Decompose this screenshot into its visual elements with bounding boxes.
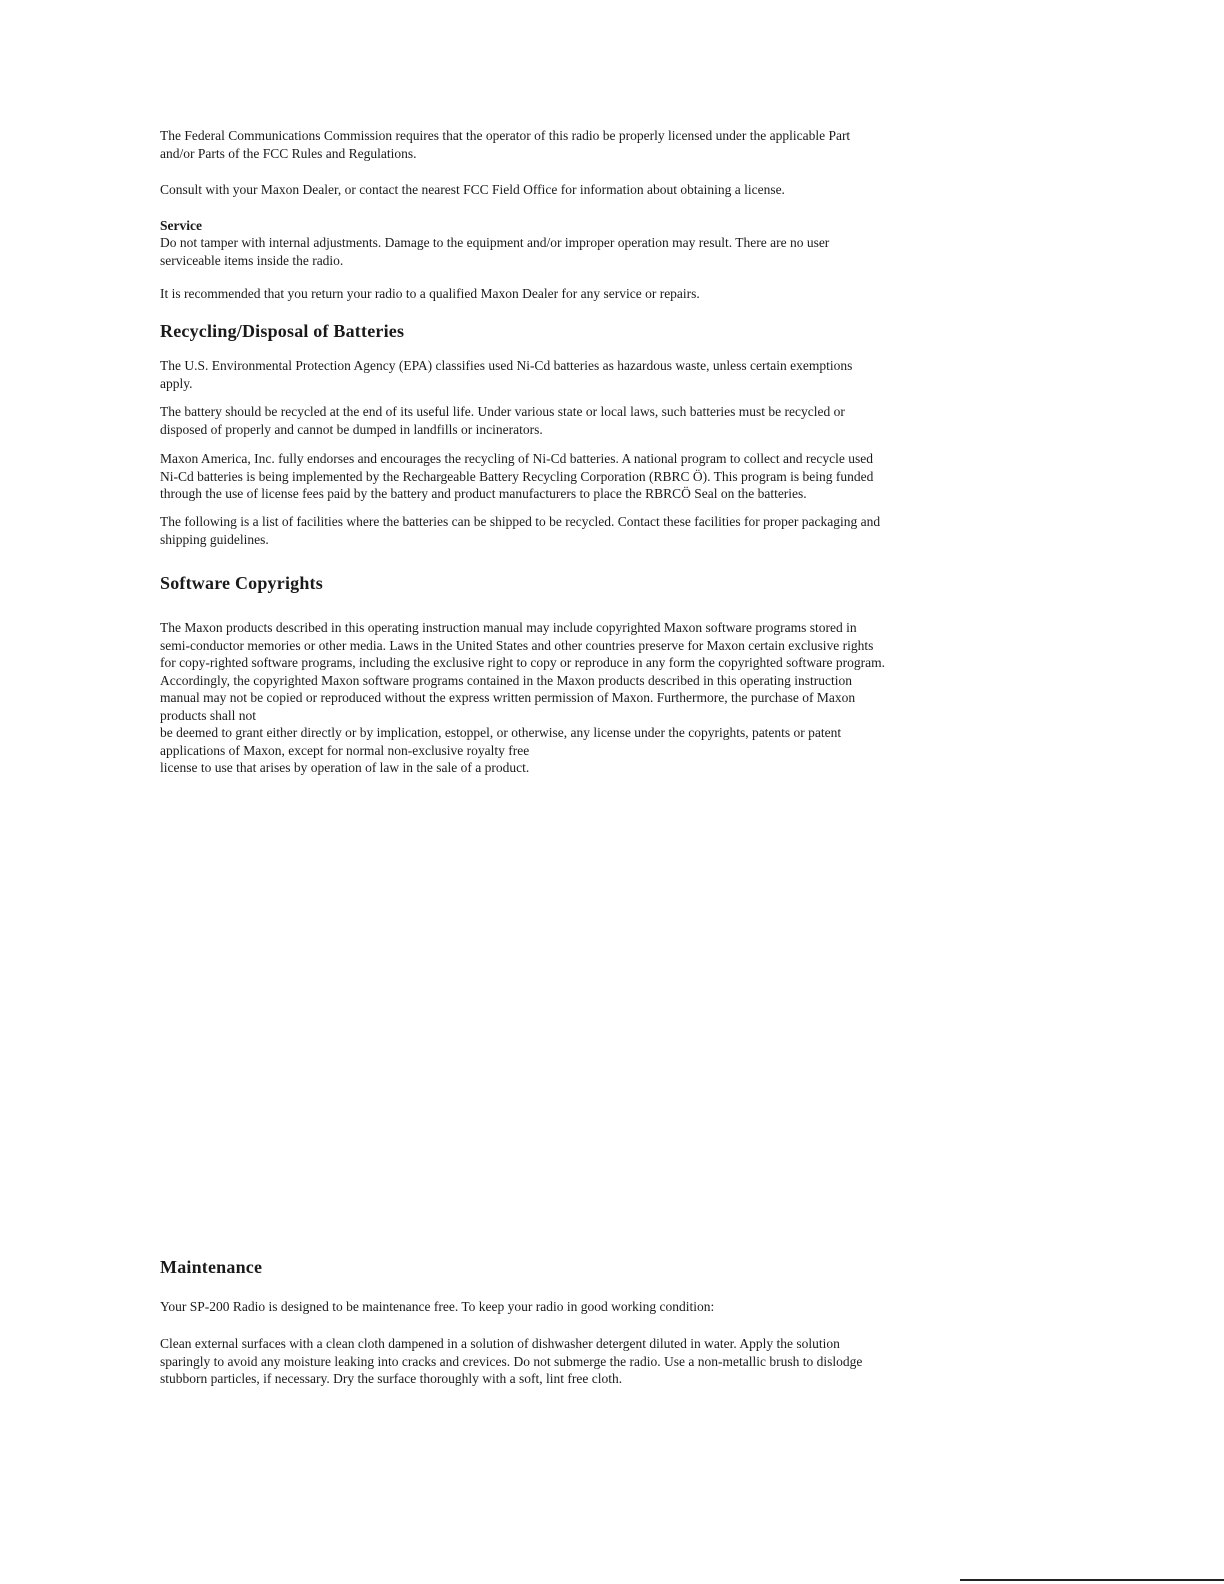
text-line: shipping guidelines.	[160, 531, 269, 547]
text-line: serviceable items inside the radio.	[160, 252, 344, 268]
text-line: Maxon America, Inc. fully endorses and encourages the recycling of Ni-Cd batteries. A national program to collect and recycle used	[160, 451, 874, 466]
text-line: manual may not be copied or reproduced without the express written permission of Maxon. Furthermore, the purchase of Maxon	[160, 690, 856, 705]
text-line: disposed of properly and cannot be dumped in landfills or incinerators.	[160, 421, 543, 437]
maintenance-paragraph-cleaning	[160, 1335, 1040, 1388]
text-line: for copy-righted software programs, including the exclusive right to copy or reproduce in any form the copyrighted software program.	[160, 655, 886, 670]
maintenance-paragraph-intro	[160, 1298, 1040, 1316]
text-line: Accordingly, the copyrighted Maxon software programs contained in the Maxon products described in this operating instruction	[160, 672, 852, 688]
text-line: applications of Maxon, except for normal non-exclusive royalty free	[160, 742, 530, 758]
maintenance-heading: Maintenance	[160, 1257, 263, 1277]
text-line: The Maxon products described in this operating instruction manual may include copyrighted Maxon software programs stored in	[160, 620, 857, 635]
recycling-heading: Recycling/Disposal of Batteries	[160, 321, 405, 341]
text-line: The battery should be recycled at the end of its useful life. Under various state or local laws, such batteries must be recycled or	[160, 404, 845, 419]
service-paragraph-tamper	[160, 234, 1040, 269]
text-line: Your SP-200 Radio is designed to be maintenance free. To keep your radio in good working condition:	[160, 1299, 715, 1314]
recycling-paragraph-facilities	[160, 513, 1040, 548]
software-heading: Software Copyrights	[160, 573, 323, 593]
intro-paragraph-license	[160, 127, 1040, 162]
software-paragraph-copyrights	[160, 619, 1040, 777]
text-line: The U.S. Environmental Protection Agency (EPA) classifies used Ni-Cd batteries as hazardous waste, unless certain exemptions	[160, 358, 853, 373]
recycling-paragraph-battery	[160, 403, 1040, 438]
text-line: through the use of license fees paid by the battery and product manufacturers to place the RBRCÖ Seal on the batteries.	[160, 486, 807, 501]
service-paragraph-recommend	[160, 285, 1040, 303]
text-line: The following is a list of facilities where the batteries can be shipped to be recycled. Contact these facilities for proper packaging and	[160, 514, 881, 529]
text-line: stubborn particles, if necessary. Dry the surface thoroughly with a soft, lint free cloth.	[160, 1371, 623, 1386]
recycling-paragraph-epa	[160, 357, 1040, 392]
text-line: semi-conductor memories or other media. Laws in the United States and other countries preserve for Maxon certain exclusive rights	[160, 637, 874, 653]
text-line: products shall not	[160, 707, 256, 723]
text-line: license to use that arises by operation of law in the sale of a product.	[160, 760, 530, 775]
scan-edge-rule	[960, 1579, 1224, 1581]
text-line: apply.	[160, 375, 193, 391]
text-line: It is recommended that you return your radio to a qualified Maxon Dealer for any service or repairs.	[160, 286, 700, 301]
text-line: Clean external surfaces with a clean cloth dampened in a solution of dishwasher detergent diluted in water. Apply the solution	[160, 1336, 840, 1351]
text-line: be deemed to grant either directly or by implication, estoppel, or otherwise, any license under the copyrights, patents or patent	[160, 725, 842, 740]
recycling-paragraph-program	[160, 450, 1040, 503]
service-heading: Service	[160, 218, 202, 233]
text-line: Consult with your Maxon Dealer, or contact the nearest FCC Field Office for information about obtaining a license.	[160, 182, 785, 197]
text-line: Do not tamper with internal adjustments. Damage to the equipment and/or improper operation may result. There are no user	[160, 235, 830, 250]
text-line: Ni-Cd batteries is being implemented by the Rechargeable Battery Recycling Corporation (RBRC Ö). This program is being funded	[160, 468, 874, 484]
intro-paragraph-consult	[160, 181, 1040, 199]
text-line: and/or Parts of the FCC Rules and Regulations.	[160, 145, 417, 161]
text-line: sparingly to avoid any moisture leaking into cracks and crevices. Do not submerge the radio. Use a non-metallic brush to dislodge	[160, 1353, 863, 1369]
text-line: The Federal Communications Commission requires that the operator of this radio be properly licensed under the applicable Part	[160, 128, 851, 143]
